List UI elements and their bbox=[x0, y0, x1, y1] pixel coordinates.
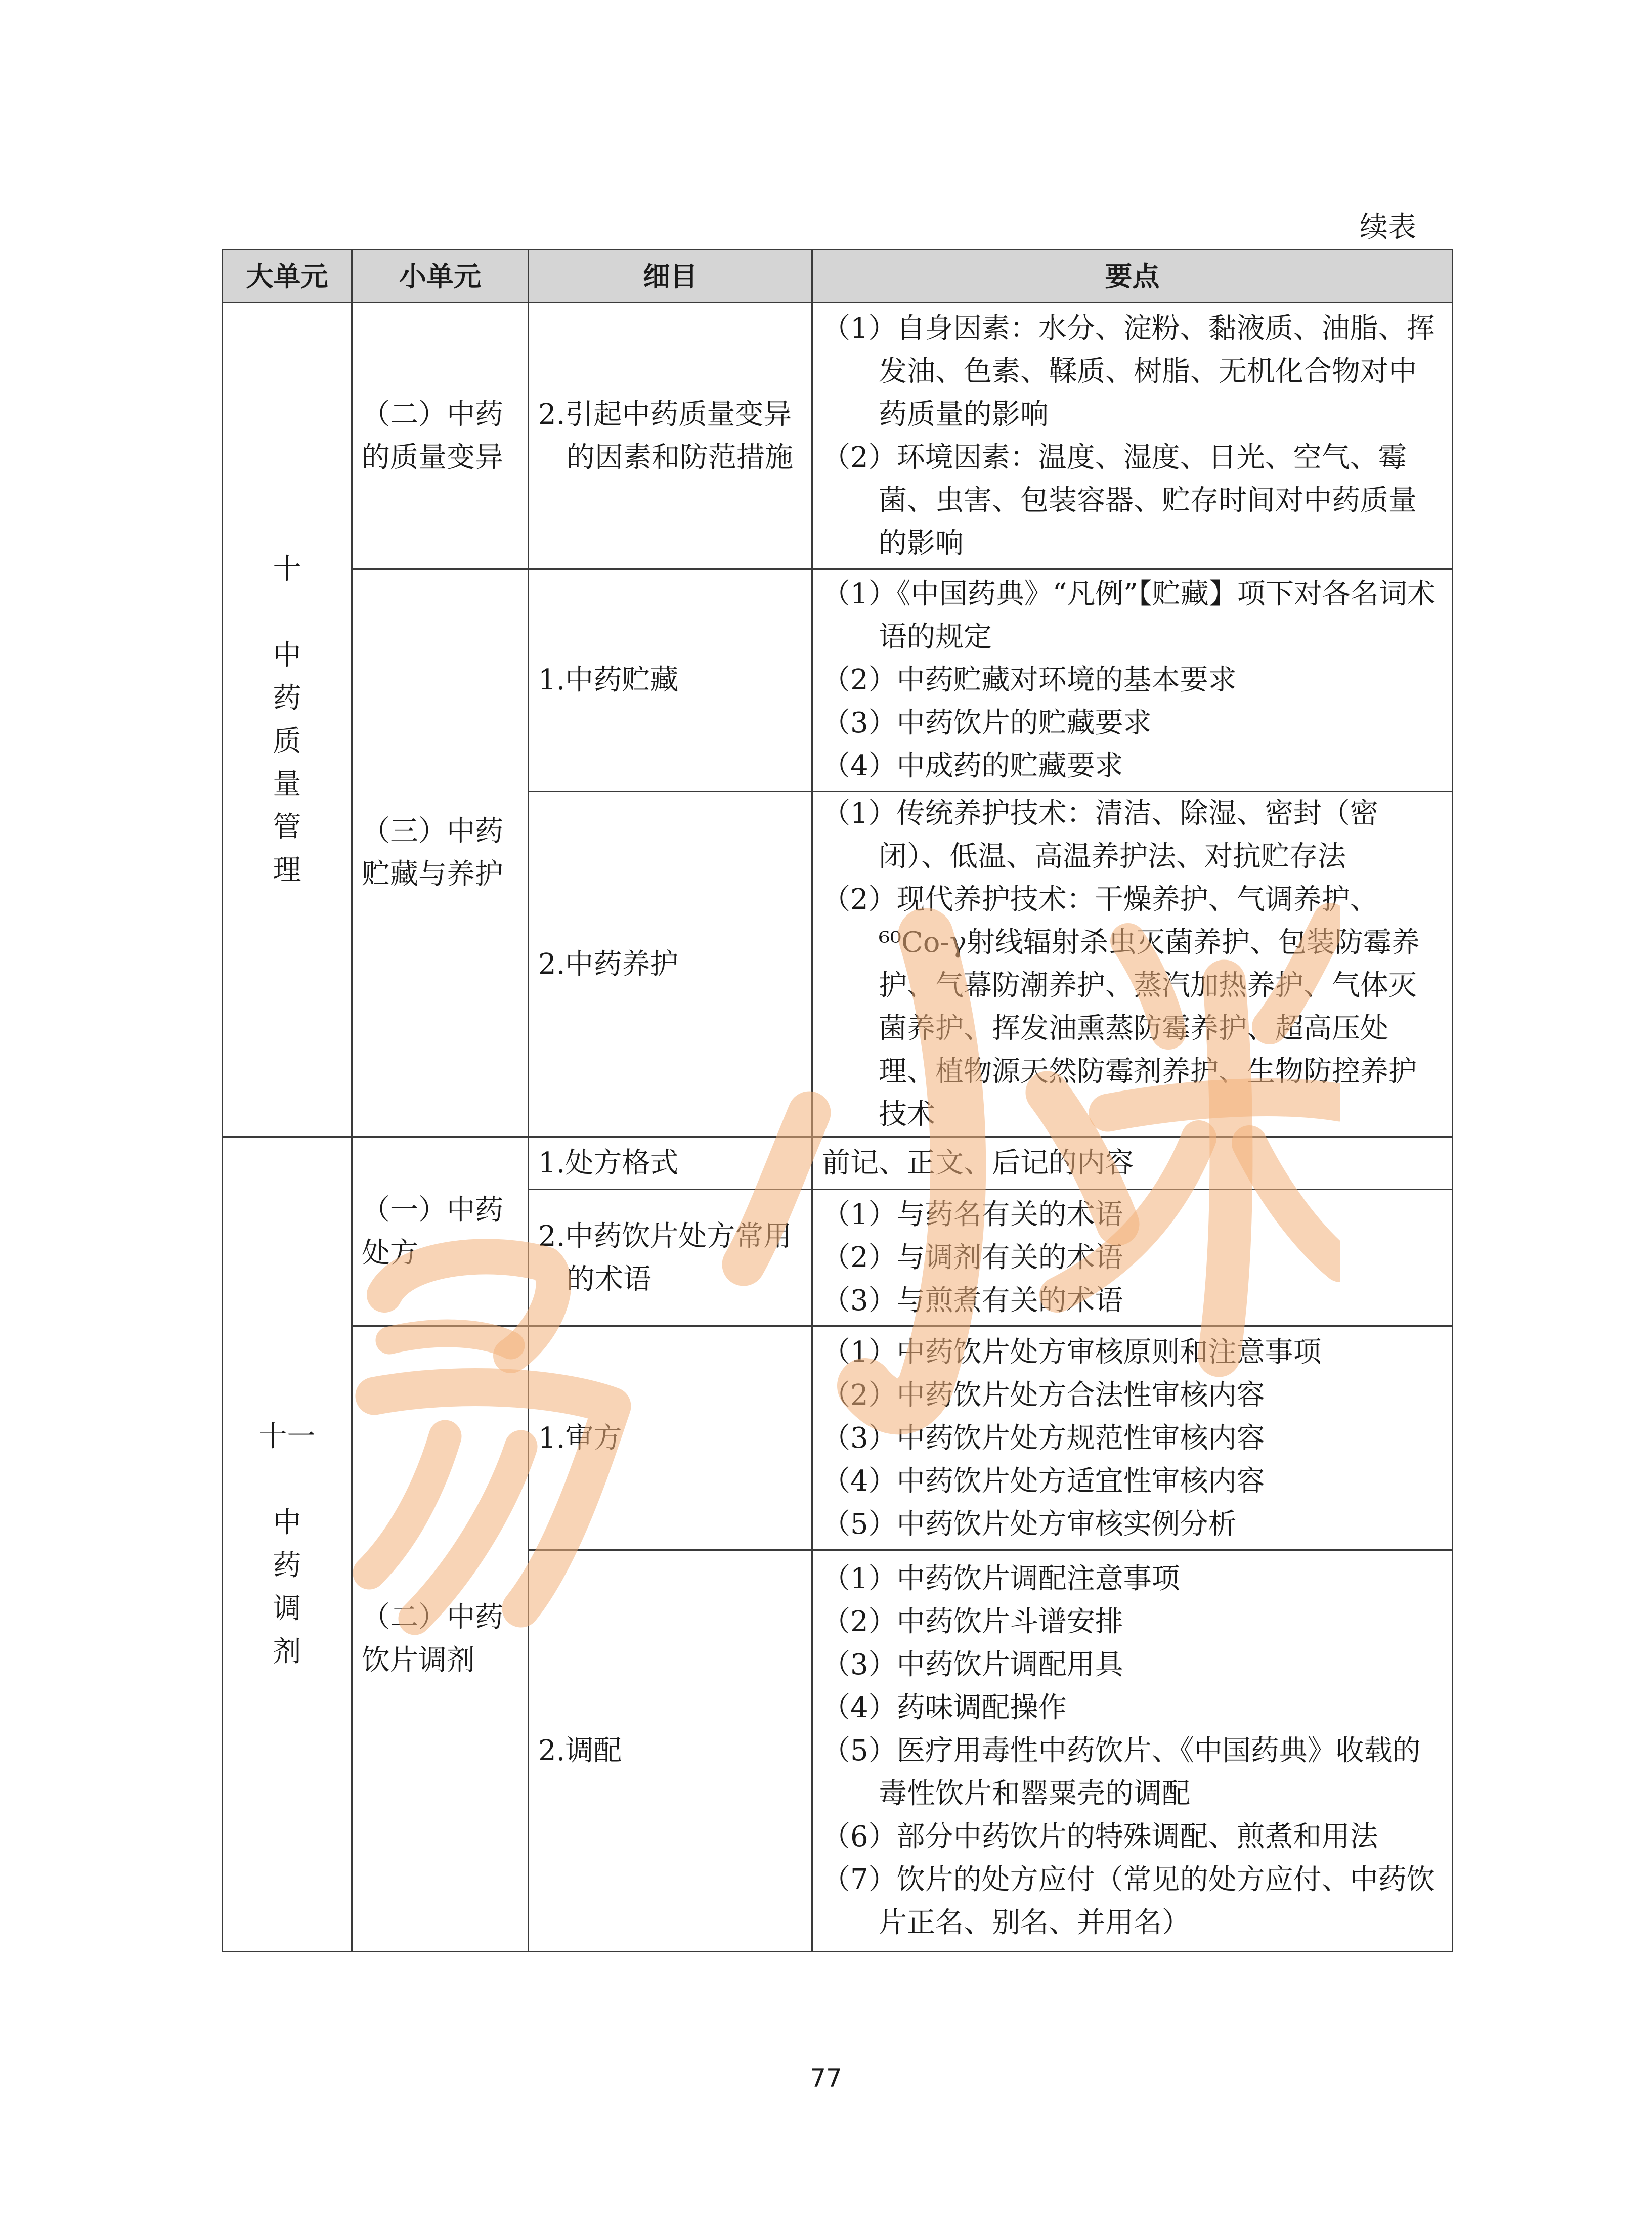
key-point: （1）传统养护技术：清洁、除湿、密封（密闭）、低温、高温养护法、对抗贮存法 bbox=[822, 797, 1378, 873]
detail-cell bbox=[529, 303, 812, 569]
key-point: （2）现代养护技术：干燥养护、气调养护、⁶⁰Co-γ射线辐射杀虫灭菌养护、包装防霉养护、气幕防潮养护、蒸汽加热养护、气体灭菌养护、挥发油熏蒸防霉养护、超高压处理、植物源天然防霉剂养护、生物防控养护技术 bbox=[822, 883, 1420, 1131]
header-key-points: 要点 bbox=[812, 250, 1453, 303]
key-point: （1）中药饮片调配注意事项 bbox=[822, 1562, 1180, 1595]
header-row bbox=[223, 250, 1453, 303]
key-point: （4）药味调配操作 bbox=[822, 1691, 1067, 1724]
key-point: （1）中药饮片处方审核原则和注意事项 bbox=[822, 1335, 1322, 1369]
minor-unit-cell: （二）中药饮片调剂 bbox=[352, 1326, 529, 1952]
major-unit-number: 十一 bbox=[258, 1420, 316, 1453]
table-row bbox=[223, 303, 1453, 569]
minor-unit-cell: （二）中药的质量变异 bbox=[352, 303, 529, 569]
continued-label: 续表 bbox=[1360, 211, 1416, 244]
detail-text: 1.审方 bbox=[538, 1421, 622, 1455]
key-point: （5）中药饮片处方审核实例分析 bbox=[822, 1507, 1237, 1541]
detail-cell bbox=[529, 1137, 812, 1190]
detail-text: 2.调配 bbox=[538, 1734, 622, 1767]
key-point: （3）中药饮片调配用具 bbox=[822, 1648, 1123, 1681]
detail-text: 1.处方格式 bbox=[538, 1147, 679, 1180]
key-points-cell bbox=[812, 1190, 1453, 1326]
minor-unit-cell: （一）中药处方 bbox=[352, 1137, 529, 1326]
key-point: （7）饮片的处方应付（常见的处方应付、中药饮片正名、别名、并用名） bbox=[822, 1863, 1435, 1939]
key-point: （2）环境因素：温度、湿度、日光、空气、霉菌、虫害、包装容器、贮存时间对中药质量的影响 bbox=[822, 441, 1417, 560]
key-points-cell bbox=[812, 303, 1453, 569]
key-points-cell bbox=[812, 1137, 1453, 1190]
detail-text: 2.中药养护 bbox=[538, 947, 679, 981]
key-point: （2）与调剂有关的术语 bbox=[822, 1241, 1123, 1274]
key-points-cell bbox=[812, 1326, 1453, 1550]
key-point: （2）中药饮片斗谱安排 bbox=[822, 1605, 1123, 1638]
key-points-cell bbox=[812, 569, 1453, 792]
minor-unit-cell: （三）中药贮藏与养护 bbox=[352, 569, 529, 1137]
key-point: （1）自身因素：水分、淀粉、黏液质、油脂、挥发油、色素、鞣质、树脂、无机化合物对中药质量的影响 bbox=[822, 312, 1435, 431]
detail-text: 2.引起中药质量变异的因素和防范措施 bbox=[538, 398, 793, 474]
key-point: （3）中药饮片处方规范性审核内容 bbox=[822, 1421, 1265, 1455]
key-point: （2）中药饮片处方合法性审核内容 bbox=[822, 1378, 1265, 1412]
syllabus-table bbox=[222, 249, 1453, 1952]
key-point: （5）医疗用毒性中药饮片、《中国药典》收载的毒性饮片和罂粟壳的调配 bbox=[822, 1734, 1421, 1810]
table-row bbox=[223, 569, 1453, 792]
key-points-cell bbox=[812, 1550, 1453, 1952]
detail-cell bbox=[529, 792, 812, 1137]
major-unit-title: 中药质量管理 bbox=[273, 639, 301, 887]
header-detail: 细目 bbox=[529, 250, 812, 303]
detail-text: 2.中药饮片处方常用的术语 bbox=[538, 1219, 792, 1296]
key-point: （3）与煎煮有关的术语 bbox=[822, 1284, 1123, 1317]
detail-cell bbox=[529, 1190, 812, 1326]
table-row bbox=[223, 1326, 1453, 1550]
major-unit-cell bbox=[223, 1137, 352, 1952]
major-unit-cell bbox=[223, 303, 352, 1137]
key-point: （2）中药贮藏对环境的基本要求 bbox=[822, 664, 1237, 696]
key-point: （6）部分中药饮片的特殊调配、煎煮和用法 bbox=[822, 1820, 1378, 1853]
key-point: （3）中药饮片的贮藏要求 bbox=[822, 707, 1152, 739]
detail-cell bbox=[529, 569, 812, 792]
key-points-cell bbox=[812, 792, 1453, 1137]
key-point: （4）中成药的贮藏要求 bbox=[822, 750, 1123, 782]
header-minor-unit: 小单元 bbox=[352, 250, 529, 303]
table-row bbox=[223, 1137, 1453, 1190]
key-point: 前记、正文、后记的内容 bbox=[822, 1147, 1134, 1180]
key-point: （4）中药饮片处方适宜性审核内容 bbox=[822, 1464, 1265, 1498]
major-unit-number: 十 bbox=[273, 553, 301, 586]
key-point: （1）与药名有关的术语 bbox=[822, 1198, 1123, 1231]
header-major-unit: 大单元 bbox=[223, 250, 352, 303]
major-unit-title: 中药调剂 bbox=[273, 1506, 301, 1668]
detail-cell bbox=[529, 1326, 812, 1550]
page-number: 77 bbox=[810, 2064, 842, 2093]
key-point: （1）《中国药典》“凡例”【贮藏】项下对各名词术语的规定 bbox=[822, 578, 1436, 653]
detail-cell bbox=[529, 1550, 812, 1952]
detail-text: 1.中药贮藏 bbox=[538, 664, 679, 696]
